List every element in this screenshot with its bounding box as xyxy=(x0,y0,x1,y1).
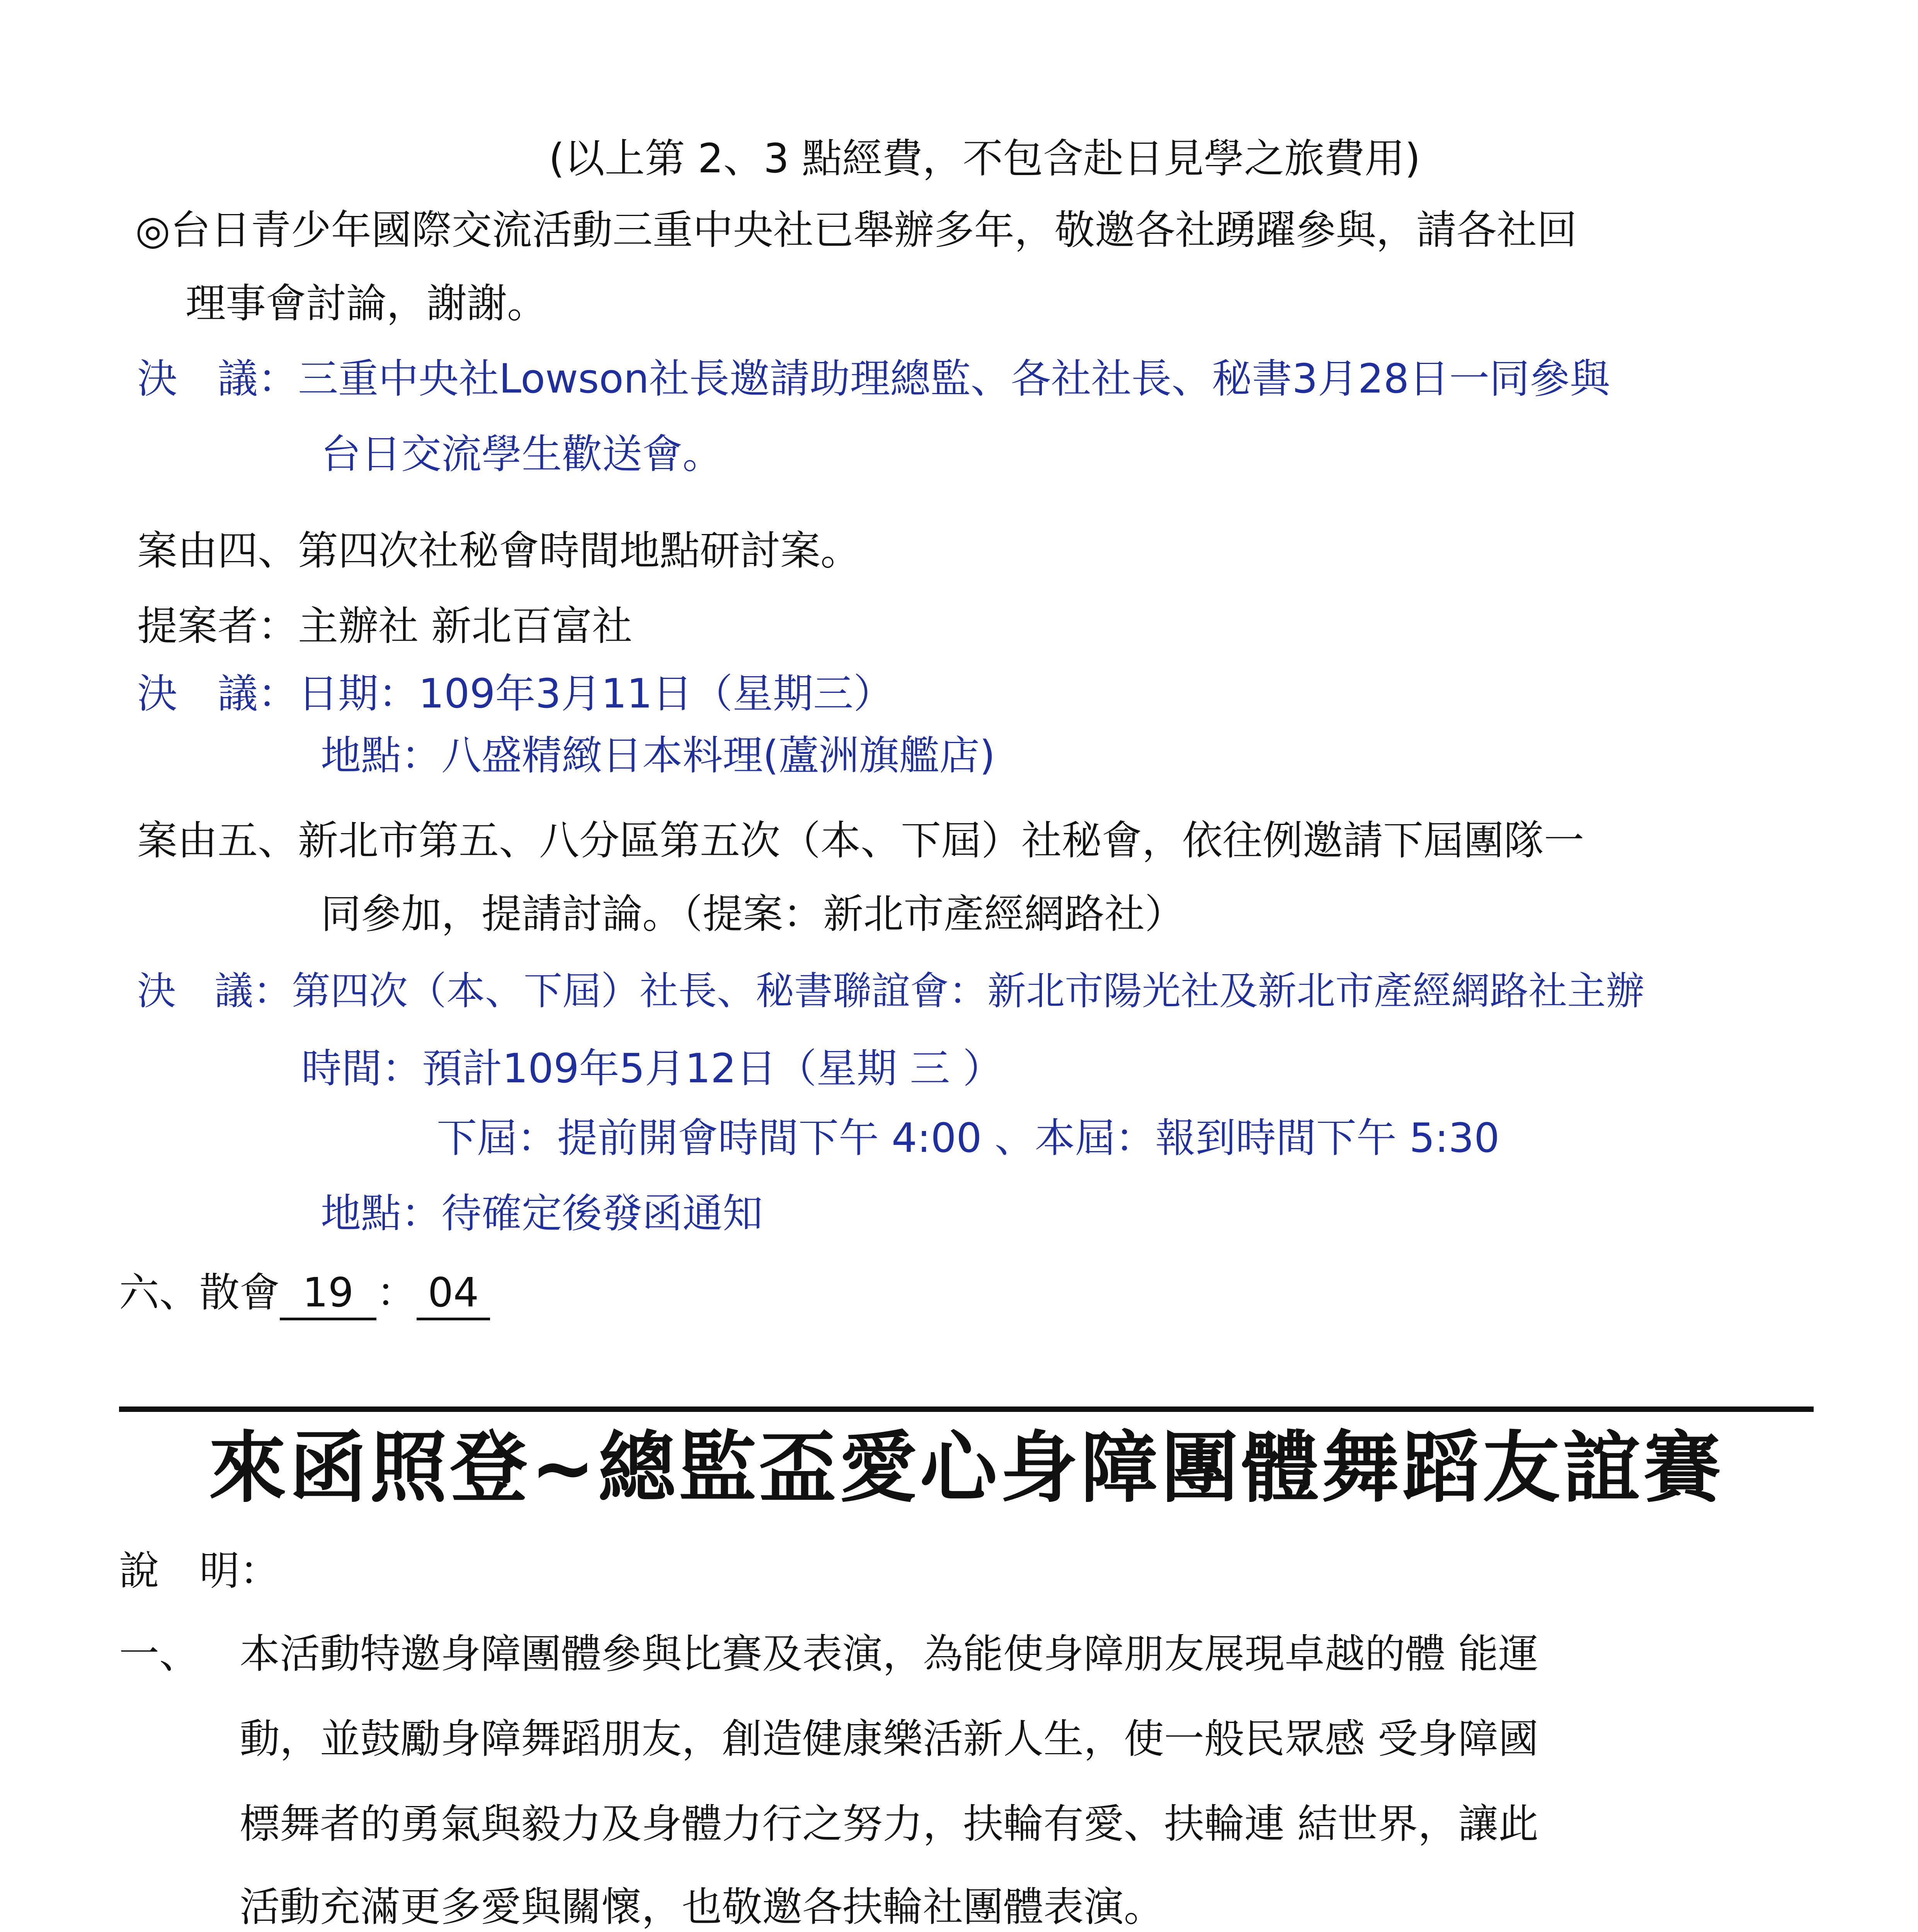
resolution-1 xyxy=(137,350,1610,408)
case4-date: 日期：109年3月11日（星期三） xyxy=(298,670,894,717)
resolution-label: 決 議： xyxy=(137,355,298,402)
item-1-number: 一、 xyxy=(119,1630,200,1677)
case5-resolution xyxy=(137,962,1644,1020)
item-1-line3: 標舞者的勇氣與毅力及身體力行之努力，扶輪有愛、扶輪連 結世界，讓此 xyxy=(240,1800,1539,1847)
adjourn-hour: 19 xyxy=(280,1267,376,1320)
case5-resolution-text: 第四次（本、下屆）社長、秘書聯誼會：新北市陽光社及新北市產經網路社主辦 xyxy=(292,968,1644,1014)
case4-title: 案由四、第四次社秘會時間地點研討案。 xyxy=(137,527,861,574)
adjourn-sep: ： xyxy=(376,1269,417,1316)
resolution-label: 決 議： xyxy=(137,670,298,717)
item-1-line4: 活動充滿更多愛與關懷，也敬邀各扶輪社團體表演。 xyxy=(240,1883,1164,1930)
invite-text-line1: ◎台日青少年國際交流活動三重中央社已舉辦多年，敬邀各社踴躍參與，請各社回 xyxy=(135,206,1577,253)
case5-title-line2: 同參加，提請討論。（提案：新北市產經網路社） xyxy=(321,890,1185,937)
resolution-label: 決 議： xyxy=(137,968,292,1014)
expense-note: (以上第 2、3 點經費，不包含赴日見學之旅費用) xyxy=(549,135,1421,182)
item-1-line2: 動，並鼓勵身障舞蹈朋友，創造健康樂活新人生，使一般民眾感 受身障國 xyxy=(240,1715,1539,1762)
case4-resolution xyxy=(137,665,893,723)
invite-text-line2: 理事會討論，謝謝。 xyxy=(186,280,548,327)
resolution-1-line2: 台日交流學生歡送會。 xyxy=(321,430,723,478)
case4-place: 地點：八盛精緻日本料理(蘆洲旗艦店) xyxy=(321,732,996,779)
case4-proposer: 提案者：主辦社 新北百富社 xyxy=(137,602,633,650)
item-1-line1: 本活動特邀身障團體參與比賽及表演，為能使身障朋友展現卓越的體 能運 xyxy=(240,1630,1539,1677)
announcement-title: 來函照登~總監盃愛心身障團體舞蹈友誼賽 xyxy=(209,1423,1724,1513)
case5-time: 時間：預計109年5月12日（星期 三 ） xyxy=(301,1045,1003,1092)
section-divider xyxy=(119,1406,1814,1412)
adjourn-line xyxy=(119,1264,490,1321)
case5-next-term: 下屆：提前開會時間下午 4:00 、本屆：報到時間下午 5:30 xyxy=(437,1114,1500,1162)
case5-place: 地點：待確定後發函通知 xyxy=(321,1190,763,1237)
resolution-text: 三重中央社Lowson社長邀請助理總監、各社社長、秘書3月28日一同參與 xyxy=(298,355,1610,402)
adjourn-minute: 04 xyxy=(417,1267,490,1320)
case5-title-line1: 案由五、新北市第五、八分區第五次（本、下屆）社秘會，依往例邀請下屆團隊一 xyxy=(137,817,1584,864)
adjourn-label: 六、散會 xyxy=(119,1269,280,1316)
description-label: 說 明： xyxy=(119,1547,280,1594)
